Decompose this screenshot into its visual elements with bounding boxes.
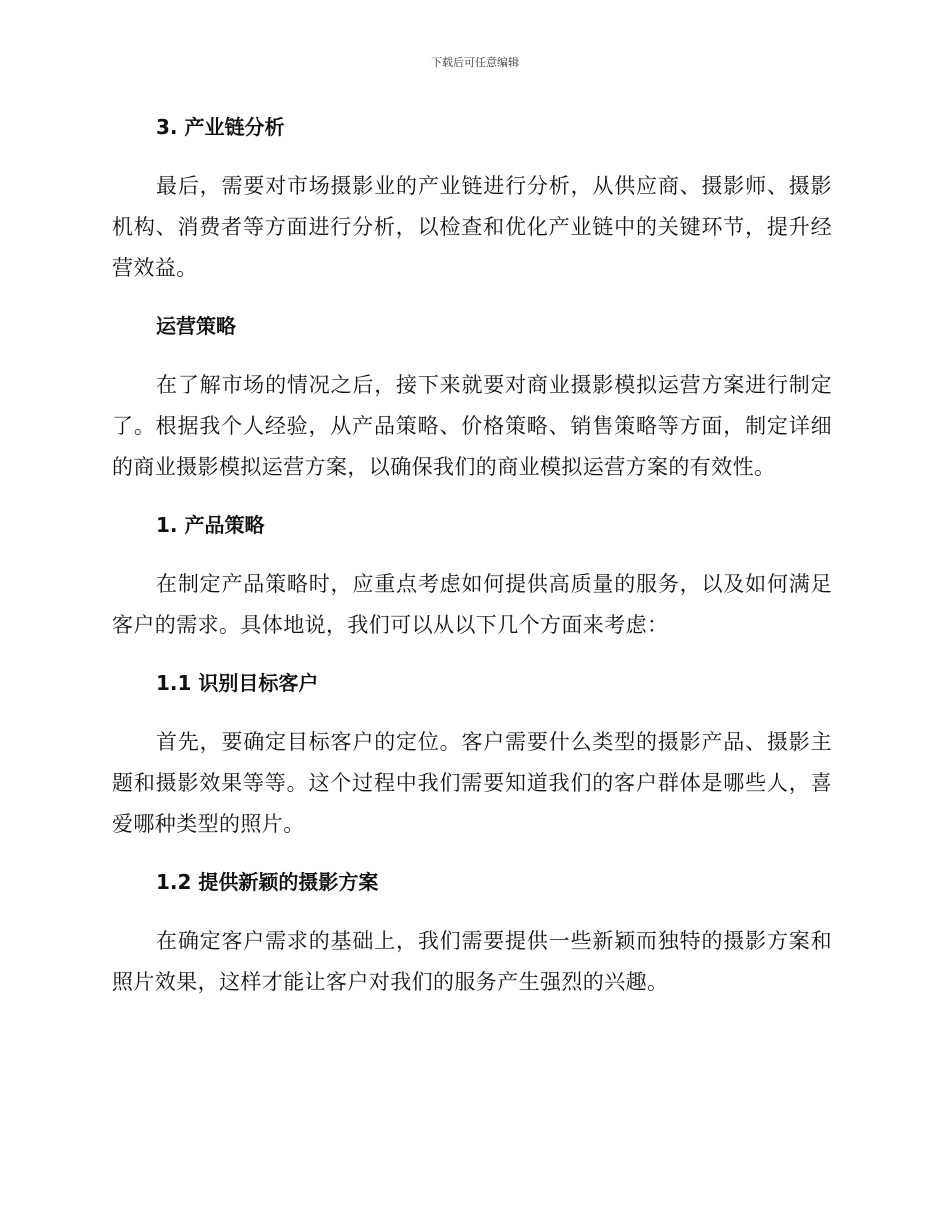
section-heading-operation-strategy: 运营策略: [156, 314, 236, 338]
paragraph-operation-strategy: 在了解市场的情况之后，接下来就要对商业摄影模拟运营方案进行制定了。根据我个人经验，从产品策略、价格策略、销售策略等方面，制定详细的商业摄影模拟运营方案，以确保我们的商业模拟运营方案的有效性。: [112, 373, 832, 479]
paragraph-novel-plan: 在确定客户需求的基础上，我们需要提供一些新颖而独特的摄影方案和照片效果，这样才能让客户对我们的服务产生强烈的兴趣。: [112, 929, 832, 994]
section-heading-novel-plan: 1.2 提供新颖的摄影方案: [156, 870, 379, 894]
paragraph-target-customer: 首先，要确定目标客户的定位。客户需要什么类型的摄影产品、摄影主题和摄影效果等等。这个过程中我们需要知道我们的客户群体是哪些人，喜爱哪种类型的照片。: [112, 730, 832, 836]
page-header: 下载后可任意编辑: [431, 56, 519, 69]
section-heading-target-customer: 1.1 识别目标客户: [156, 671, 319, 695]
section-heading-product-strategy: 1. 产品策略: [156, 513, 265, 537]
paragraph-product-strategy: 在制定产品策略时，应重点考虑如何提供高质量的服务，以及如何满足客户的需求。具体地说，我们可以从以下几个方面来考虑：: [112, 572, 832, 637]
paragraph-industry-chain: 最后，需要对市场摄影业的产业链进行分析，从供应商、摄影师、摄影机构、消费者等方面进行分析，以检查和优化产业链中的关键环节，提升经营效益。: [112, 174, 832, 280]
section-heading-industry-chain: 3. 产业链分析: [156, 115, 285, 139]
document-body: [112, 112, 832, 1003]
